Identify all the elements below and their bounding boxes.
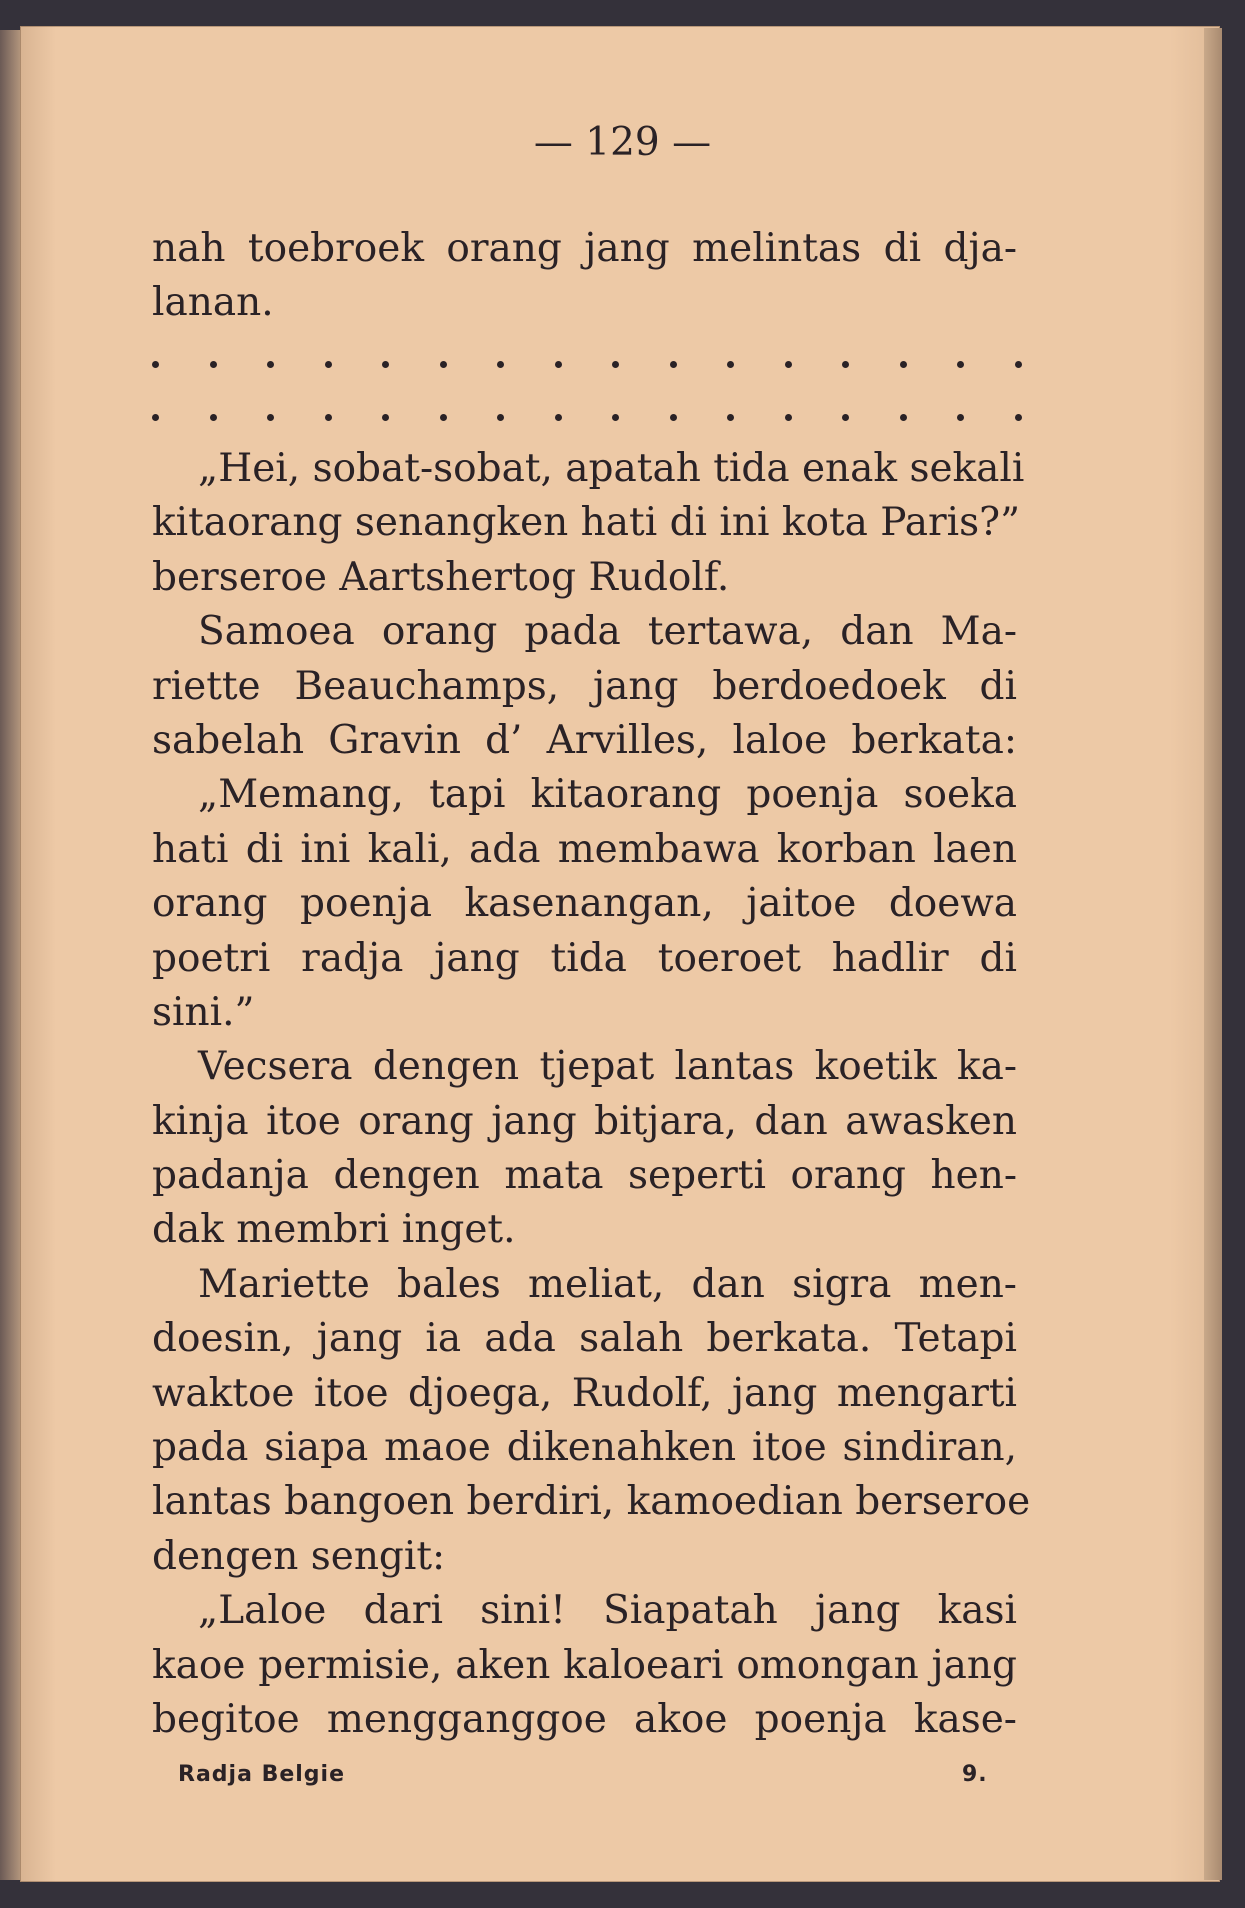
text-line: Mariette bales meliat, dan sigra men- <box>198 1261 1017 1307</box>
text-line: Vecsera dengen tjepat lantas koetik ka- <box>198 1044 1017 1090</box>
text-line: Samoea orang pada tertawa, dan Ma- <box>198 609 1017 655</box>
footer-title: Radja Belgie <box>178 1762 346 1787</box>
signature-mark: 9. <box>962 1762 988 1787</box>
text-line: sabelah Gravin d’ Arvilles, laloe berkata: <box>152 717 1017 763</box>
text-line: dengen sengit: <box>152 1533 446 1579</box>
text-line: berseroe Aartshertog Rudolf. <box>152 554 730 600</box>
body-text-continued <box>152 442 1031 1747</box>
text-line: riette Beauchamps, jang berdoedoek di <box>152 663 1017 709</box>
text-line: padanja dengen mata seperti orang hen- <box>152 1153 1017 1199</box>
text-line: waktoe itoe djoega, Rudolf, jang mengarti <box>152 1370 1017 1416</box>
text-line: kinja itoe orang jang bitjara, dan awasken <box>152 1098 1017 1144</box>
text-line: „Memang, tapi kitaorang poenja soeka <box>198 772 1017 818</box>
text-line: kaoe permisie, aken kaloeari omongan jang <box>152 1642 1017 1688</box>
text-line: lanan. <box>152 280 274 326</box>
text-line: kitaorang senangken hati di ini kota Paris?” <box>152 500 1021 546</box>
text-line: hati di ini kali, ada membawa korban laen <box>152 826 1017 872</box>
text-line: „Hei, sobat-sobat, apatah tida enak sekali <box>198 446 1025 491</box>
text-line: dak membri inget. <box>152 1207 516 1253</box>
text-line: orang poenja kasenangan, jaitoe doewa <box>152 881 1017 927</box>
text-line: nah toebroek orang jang melintas di dja- <box>152 226 1017 271</box>
page-number: — 129 — <box>533 120 712 165</box>
page-edge <box>1204 28 1222 1880</box>
text-line: poetri radja jang tida toeroet hadlir di <box>152 935 1017 981</box>
text-line: begitoe mengganggoe akoe poenja kase- <box>152 1696 1017 1742</box>
body-text <box>152 222 1017 331</box>
text-line: „Laloe dari sini! Siapatah jang kasi <box>198 1588 1017 1634</box>
ellipsis-row <box>152 354 1022 374</box>
text-line: sini.” <box>152 989 255 1035</box>
text-line: lantas bangoen berdiri, kamoedian berseroe <box>152 1479 1031 1525</box>
text-line: pada siapa maoe dikenahken itoe sindiran, <box>152 1425 1017 1471</box>
text-line: doesin, jang ia ada salah berkata. Tetapi <box>152 1316 1017 1362</box>
ellipsis-row <box>152 407 1022 427</box>
book-gutter <box>0 30 22 1880</box>
